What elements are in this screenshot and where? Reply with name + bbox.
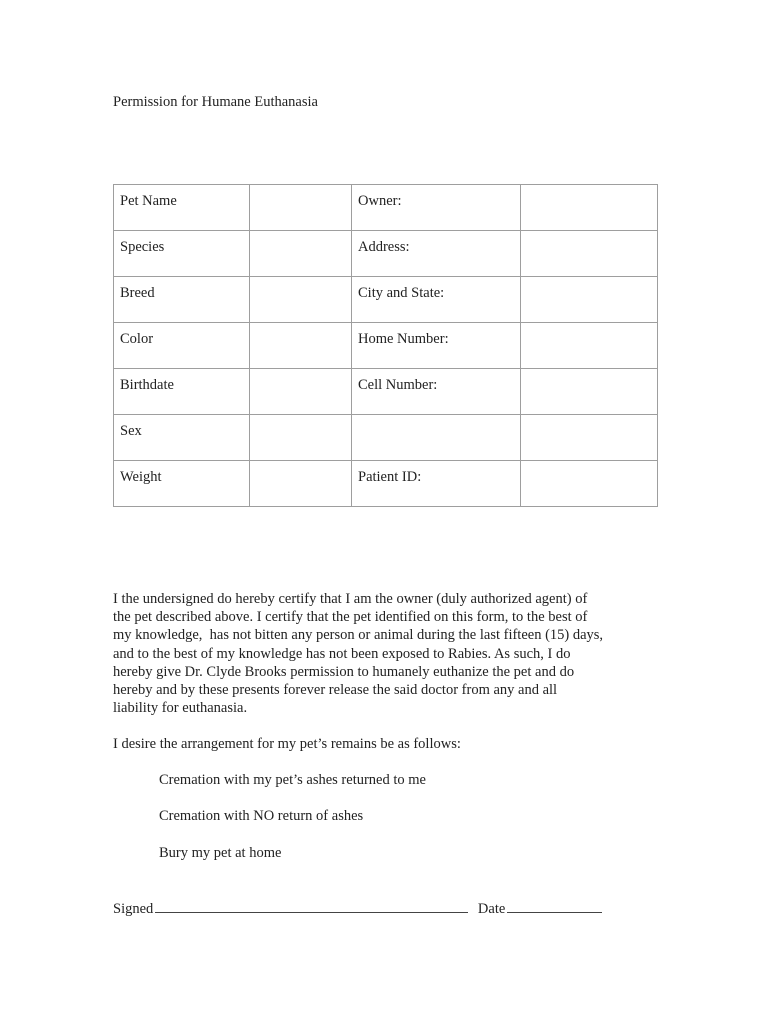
document-title: Permission for Humane Euthanasia: [113, 94, 318, 110]
patient-id-field[interactable]: [521, 461, 658, 507]
weight-field[interactable]: [250, 461, 352, 507]
pet-name-field[interactable]: [250, 185, 352, 231]
address-field[interactable]: [521, 231, 658, 277]
owner-field[interactable]: [521, 185, 658, 231]
species-label: Species: [114, 231, 250, 277]
option-cremation-no-return[interactable]: Cremation with NO return of ashes: [159, 808, 364, 824]
date-label: Date: [477, 901, 506, 917]
signature-row: [113, 898, 602, 918]
cell-number-label: Cell Number:: [352, 369, 521, 415]
pet-name-label: Pet Name: [114, 185, 250, 231]
paragraph-line: liability for euthanasia.: [113, 700, 248, 717]
certification-paragraph: [113, 590, 663, 717]
paragraph-line: and to the best of my knowledge has not been exposed to Rabies. As such, I do: [113, 645, 571, 662]
paragraph-line: the pet described above. I certify that the pet identified on this form, to the best of: [113, 609, 588, 626]
paragraph-line: my knowledge, has not bitten any person or animal during the last fifteen (15) days,: [113, 627, 604, 644]
paragraph-line: I the undersigned do hereby certify that I am the owner (duly authorized agent) of: [113, 591, 588, 607]
empty-field-cell[interactable]: [521, 415, 658, 461]
weight-label: Weight: [114, 461, 250, 507]
color-label: Color: [114, 323, 250, 369]
birthdate-field[interactable]: [250, 369, 352, 415]
signed-label: Signed: [113, 901, 154, 917]
city-state-label: City and State:: [352, 277, 521, 323]
home-number-label: Home Number:: [352, 323, 521, 369]
color-field[interactable]: [250, 323, 352, 369]
pet-owner-info-table: [113, 184, 658, 507]
cell-number-field[interactable]: [521, 369, 658, 415]
table-row: [114, 415, 658, 461]
arrangement-intro: I desire the arrangement for my pet’s remains be as follows:: [113, 736, 461, 752]
owner-label: Owner:: [352, 185, 521, 231]
table-row: [114, 323, 658, 369]
sex-field[interactable]: [250, 415, 352, 461]
table-row: [114, 185, 658, 231]
table-row: [114, 231, 658, 277]
breed-label: Breed: [114, 277, 250, 323]
empty-label-cell: [352, 415, 521, 461]
table-row: [114, 277, 658, 323]
birthdate-label: Birthdate: [114, 369, 250, 415]
address-label: Address:: [352, 231, 521, 277]
paragraph-line: hereby and by these presents forever release the said doctor from any and all: [113, 682, 558, 699]
option-bury-at-home[interactable]: Bury my pet at home: [159, 845, 282, 861]
home-number-field[interactable]: [521, 323, 658, 369]
city-state-field[interactable]: [521, 277, 658, 323]
paragraph-line: hereby give Dr. Clyde Brooks permission to humanely euthanize the pet and do: [113, 663, 575, 680]
species-field[interactable]: [250, 231, 352, 277]
date-line[interactable]: [507, 898, 602, 913]
table-row: [114, 461, 658, 507]
option-cremation-returned[interactable]: Cremation with my pet’s ashes returned to me: [159, 772, 426, 788]
breed-field[interactable]: [250, 277, 352, 323]
sex-label: Sex: [114, 415, 250, 461]
signature-line[interactable]: [155, 898, 468, 913]
table-row: [114, 369, 658, 415]
patient-id-label: Patient ID:: [352, 461, 521, 507]
